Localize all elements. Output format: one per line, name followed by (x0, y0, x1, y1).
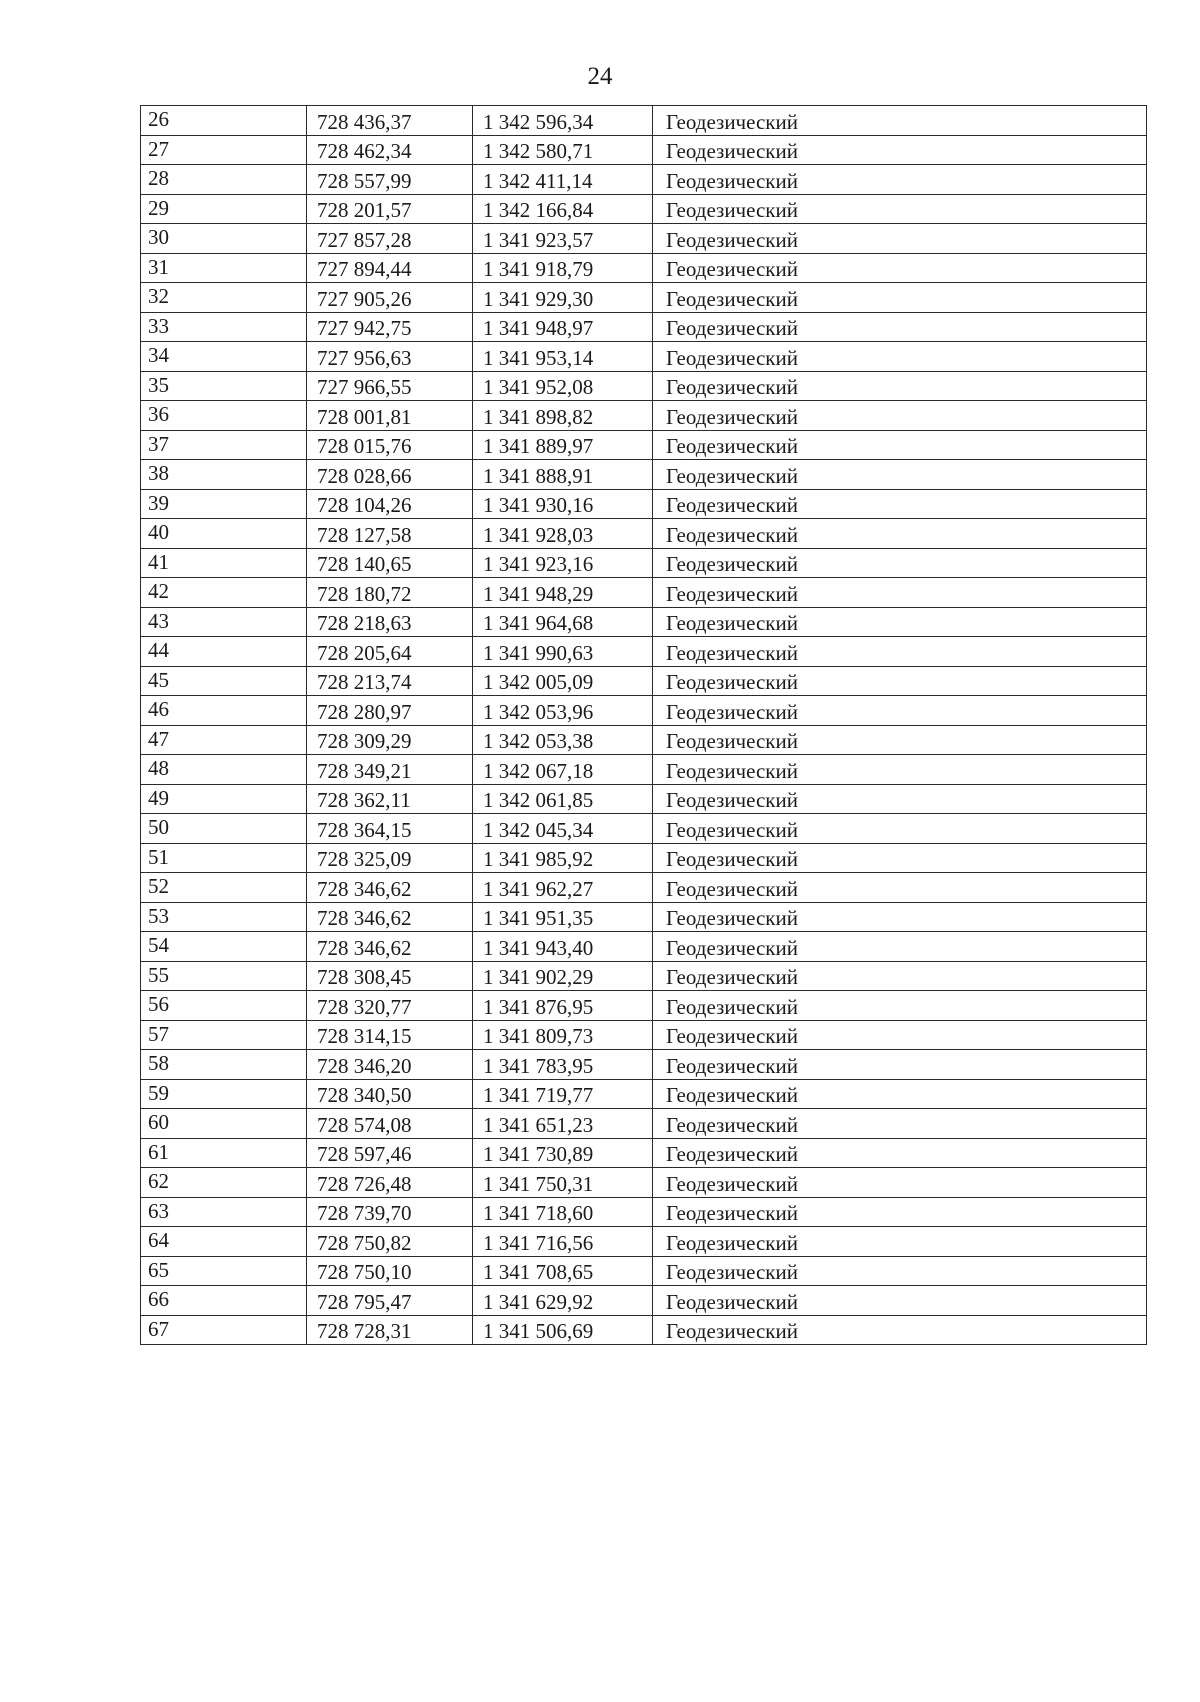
method-cell: Геодезический (653, 1227, 1147, 1257)
table-row (141, 961, 1147, 991)
table-row (141, 224, 1147, 254)
x-coordinate-cell: 728 462,34 (307, 135, 473, 165)
table-row (141, 283, 1147, 313)
method-cell: Геодезический (653, 578, 1147, 608)
y-coordinate-cell: 1 341 651,23 (473, 1109, 653, 1139)
table-row (141, 371, 1147, 401)
table-row (141, 1227, 1147, 1257)
y-coordinate-cell: 1 341 730,89 (473, 1138, 653, 1168)
x-coordinate-cell: 728 364,15 (307, 814, 473, 844)
method-cell: Геодезический (653, 519, 1147, 549)
table-row (141, 1256, 1147, 1286)
y-coordinate-cell: 1 341 962,27 (473, 873, 653, 903)
table-row (141, 696, 1147, 726)
x-coordinate-cell: 728 104,26 (307, 489, 473, 519)
y-coordinate-cell: 1 341 898,82 (473, 401, 653, 431)
y-coordinate-cell: 1 342 053,38 (473, 725, 653, 755)
point-number-cell: 28 (141, 165, 307, 195)
point-number-cell: 40 (141, 519, 307, 549)
method-cell: Геодезический (653, 666, 1147, 696)
method-cell: Геодезический (653, 165, 1147, 195)
x-coordinate-cell: 727 905,26 (307, 283, 473, 313)
table-row (141, 578, 1147, 608)
table-row (141, 814, 1147, 844)
x-coordinate-cell: 728 340,50 (307, 1079, 473, 1109)
y-coordinate-cell: 1 342 166,84 (473, 194, 653, 224)
point-number-cell: 34 (141, 342, 307, 372)
x-coordinate-cell: 728 309,29 (307, 725, 473, 755)
y-coordinate-cell: 1 341 809,73 (473, 1020, 653, 1050)
y-coordinate-cell: 1 341 876,95 (473, 991, 653, 1021)
point-number-cell: 58 (141, 1050, 307, 1080)
x-coordinate-cell: 728 325,09 (307, 843, 473, 873)
y-coordinate-cell: 1 341 719,77 (473, 1079, 653, 1109)
point-number-cell: 41 (141, 548, 307, 578)
point-number-cell: 27 (141, 135, 307, 165)
method-cell: Геодезический (653, 1020, 1147, 1050)
x-coordinate-cell: 728 574,08 (307, 1109, 473, 1139)
table-row (141, 194, 1147, 224)
x-coordinate-cell: 728 127,58 (307, 519, 473, 549)
x-coordinate-cell: 727 894,44 (307, 253, 473, 283)
y-coordinate-cell: 1 341 929,30 (473, 283, 653, 313)
table-row (141, 1020, 1147, 1050)
table-row (141, 843, 1147, 873)
table-row (141, 1109, 1147, 1139)
x-coordinate-cell: 728 728,31 (307, 1315, 473, 1345)
point-number-cell: 60 (141, 1109, 307, 1139)
method-cell: Геодезический (653, 312, 1147, 342)
point-number-cell: 52 (141, 873, 307, 903)
point-number-cell: 47 (141, 725, 307, 755)
x-coordinate-cell: 728 346,20 (307, 1050, 473, 1080)
x-coordinate-cell: 728 180,72 (307, 578, 473, 608)
x-coordinate-cell: 728 015,76 (307, 430, 473, 460)
point-number-cell: 44 (141, 637, 307, 667)
table-row (141, 342, 1147, 372)
table-row (141, 489, 1147, 519)
method-cell: Геодезический (653, 1168, 1147, 1198)
point-number-cell: 46 (141, 696, 307, 726)
y-coordinate-cell: 1 341 888,91 (473, 460, 653, 490)
y-coordinate-cell: 1 341 952,08 (473, 371, 653, 401)
x-coordinate-cell: 728 739,70 (307, 1197, 473, 1227)
table-row (141, 637, 1147, 667)
table-row (141, 1050, 1147, 1080)
method-cell: Геодезический (653, 460, 1147, 490)
y-coordinate-cell: 1 341 990,63 (473, 637, 653, 667)
point-number-cell: 64 (141, 1227, 307, 1257)
x-coordinate-cell: 728 346,62 (307, 932, 473, 962)
y-coordinate-cell: 1 341 928,03 (473, 519, 653, 549)
method-cell: Геодезический (653, 430, 1147, 460)
point-number-cell: 45 (141, 666, 307, 696)
table-row (141, 106, 1147, 136)
point-number-cell: 51 (141, 843, 307, 873)
y-coordinate-cell: 1 341 985,92 (473, 843, 653, 873)
coordinates-table-body (141, 106, 1147, 1345)
y-coordinate-cell: 1 341 629,92 (473, 1286, 653, 1316)
table-row (141, 135, 1147, 165)
method-cell: Геодезический (653, 814, 1147, 844)
y-coordinate-cell: 1 341 889,97 (473, 430, 653, 460)
point-number-cell: 63 (141, 1197, 307, 1227)
point-number-cell: 53 (141, 902, 307, 932)
y-coordinate-cell: 1 341 783,95 (473, 1050, 653, 1080)
method-cell: Геодезический (653, 224, 1147, 254)
y-coordinate-cell: 1 342 411,14 (473, 165, 653, 195)
x-coordinate-cell: 728 028,66 (307, 460, 473, 490)
table-row (141, 1079, 1147, 1109)
table-row (141, 253, 1147, 283)
table-row (141, 1286, 1147, 1316)
point-number-cell: 38 (141, 460, 307, 490)
point-number-cell: 31 (141, 253, 307, 283)
point-number-cell: 57 (141, 1020, 307, 1050)
x-coordinate-cell: 728 308,45 (307, 961, 473, 991)
y-coordinate-cell: 1 342 005,09 (473, 666, 653, 696)
method-cell: Геодезический (653, 548, 1147, 578)
point-number-cell: 61 (141, 1138, 307, 1168)
point-number-cell: 36 (141, 401, 307, 431)
x-coordinate-cell: 728 218,63 (307, 607, 473, 637)
x-coordinate-cell: 728 001,81 (307, 401, 473, 431)
point-number-cell: 65 (141, 1256, 307, 1286)
point-number-cell: 66 (141, 1286, 307, 1316)
point-number-cell: 49 (141, 784, 307, 814)
y-coordinate-cell: 1 341 902,29 (473, 961, 653, 991)
y-coordinate-cell: 1 341 948,29 (473, 578, 653, 608)
y-coordinate-cell: 1 341 750,31 (473, 1168, 653, 1198)
table-row (141, 991, 1147, 1021)
y-coordinate-cell: 1 341 951,35 (473, 902, 653, 932)
x-coordinate-cell: 728 320,77 (307, 991, 473, 1021)
method-cell: Геодезический (653, 961, 1147, 991)
page-number: 24 (587, 63, 613, 90)
method-cell: Геодезический (653, 784, 1147, 814)
table-row (141, 666, 1147, 696)
x-coordinate-cell: 727 956,63 (307, 342, 473, 372)
y-coordinate-cell: 1 341 918,79 (473, 253, 653, 283)
y-coordinate-cell: 1 341 948,97 (473, 312, 653, 342)
method-cell: Геодезический (653, 489, 1147, 519)
point-number-cell: 39 (141, 489, 307, 519)
method-cell: Геодезический (653, 607, 1147, 637)
y-coordinate-cell: 1 341 943,40 (473, 932, 653, 962)
table-row (141, 1315, 1147, 1345)
x-coordinate-cell: 728 750,10 (307, 1256, 473, 1286)
method-cell: Геодезический (653, 401, 1147, 431)
y-coordinate-cell: 1 341 716,56 (473, 1227, 653, 1257)
point-number-cell: 29 (141, 194, 307, 224)
table-row (141, 401, 1147, 431)
x-coordinate-cell: 728 205,64 (307, 637, 473, 667)
x-coordinate-cell: 728 346,62 (307, 873, 473, 903)
point-number-cell: 62 (141, 1168, 307, 1198)
method-cell: Геодезический (653, 991, 1147, 1021)
y-coordinate-cell: 1 342 596,34 (473, 106, 653, 136)
point-number-cell: 30 (141, 224, 307, 254)
point-number-cell: 35 (141, 371, 307, 401)
point-number-cell: 43 (141, 607, 307, 637)
point-number-cell: 37 (141, 430, 307, 460)
method-cell: Геодезический (653, 755, 1147, 785)
point-number-cell: 26 (141, 106, 307, 136)
x-coordinate-cell: 728 795,47 (307, 1286, 473, 1316)
method-cell: Геодезический (653, 283, 1147, 313)
point-number-cell: 56 (141, 991, 307, 1021)
x-coordinate-cell: 728 314,15 (307, 1020, 473, 1050)
table-row (141, 519, 1147, 549)
table-row (141, 165, 1147, 195)
y-coordinate-cell: 1 341 506,69 (473, 1315, 653, 1345)
method-cell: Геодезический (653, 1138, 1147, 1168)
method-cell: Геодезический (653, 1197, 1147, 1227)
method-cell: Геодезический (653, 194, 1147, 224)
x-coordinate-cell: 728 750,82 (307, 1227, 473, 1257)
y-coordinate-cell: 1 341 953,14 (473, 342, 653, 372)
table-row (141, 430, 1147, 460)
x-coordinate-cell: 728 349,21 (307, 755, 473, 785)
x-coordinate-cell: 728 140,65 (307, 548, 473, 578)
point-number-cell: 42 (141, 578, 307, 608)
y-coordinate-cell: 1 341 964,68 (473, 607, 653, 637)
x-coordinate-cell: 728 280,97 (307, 696, 473, 726)
method-cell: Геодезический (653, 1050, 1147, 1080)
method-cell: Геодезический (653, 637, 1147, 667)
point-number-cell: 33 (141, 312, 307, 342)
method-cell: Геодезический (653, 932, 1147, 962)
table-row (141, 873, 1147, 903)
method-cell: Геодезический (653, 725, 1147, 755)
table-row (141, 1168, 1147, 1198)
table-row (141, 607, 1147, 637)
table-row (141, 784, 1147, 814)
point-number-cell: 48 (141, 755, 307, 785)
x-coordinate-cell: 728 436,37 (307, 106, 473, 136)
y-coordinate-cell: 1 341 923,57 (473, 224, 653, 254)
y-coordinate-cell: 1 341 930,16 (473, 489, 653, 519)
point-number-cell: 54 (141, 932, 307, 962)
method-cell: Геодезический (653, 843, 1147, 873)
y-coordinate-cell: 1 341 718,60 (473, 1197, 653, 1227)
table-row (141, 312, 1147, 342)
x-coordinate-cell: 728 213,74 (307, 666, 473, 696)
method-cell: Геодезический (653, 106, 1147, 136)
x-coordinate-cell: 728 597,46 (307, 1138, 473, 1168)
method-cell: Геодезический (653, 1079, 1147, 1109)
method-cell: Геодезический (653, 1315, 1147, 1345)
point-number-cell: 67 (141, 1315, 307, 1345)
point-number-cell: 55 (141, 961, 307, 991)
y-coordinate-cell: 1 342 580,71 (473, 135, 653, 165)
method-cell: Геодезический (653, 1109, 1147, 1139)
method-cell: Геодезический (653, 342, 1147, 372)
y-coordinate-cell: 1 342 053,96 (473, 696, 653, 726)
method-cell: Геодезический (653, 135, 1147, 165)
table-row (141, 932, 1147, 962)
table-row (141, 725, 1147, 755)
method-cell: Геодезический (653, 1256, 1147, 1286)
method-cell: Геодезический (653, 902, 1147, 932)
y-coordinate-cell: 1 341 708,65 (473, 1256, 653, 1286)
method-cell: Геодезический (653, 253, 1147, 283)
x-coordinate-cell: 728 362,11 (307, 784, 473, 814)
x-coordinate-cell: 727 857,28 (307, 224, 473, 254)
table-row (141, 1138, 1147, 1168)
method-cell: Геодезический (653, 1286, 1147, 1316)
method-cell: Геодезический (653, 873, 1147, 903)
point-number-cell: 32 (141, 283, 307, 313)
y-coordinate-cell: 1 341 923,16 (473, 548, 653, 578)
y-coordinate-cell: 1 342 045,34 (473, 814, 653, 844)
y-coordinate-cell: 1 342 067,18 (473, 755, 653, 785)
x-coordinate-cell: 728 726,48 (307, 1168, 473, 1198)
table-row (141, 902, 1147, 932)
x-coordinate-cell: 727 942,75 (307, 312, 473, 342)
point-number-cell: 59 (141, 1079, 307, 1109)
method-cell: Геодезический (653, 696, 1147, 726)
table-row (141, 460, 1147, 490)
table-row (141, 1197, 1147, 1227)
x-coordinate-cell: 728 201,57 (307, 194, 473, 224)
x-coordinate-cell: 728 557,99 (307, 165, 473, 195)
y-coordinate-cell: 1 342 061,85 (473, 784, 653, 814)
table-row (141, 548, 1147, 578)
point-number-cell: 50 (141, 814, 307, 844)
x-coordinate-cell: 727 966,55 (307, 371, 473, 401)
coordinates-table (140, 105, 1147, 1345)
method-cell: Геодезический (653, 371, 1147, 401)
table-row (141, 755, 1147, 785)
x-coordinate-cell: 728 346,62 (307, 902, 473, 932)
